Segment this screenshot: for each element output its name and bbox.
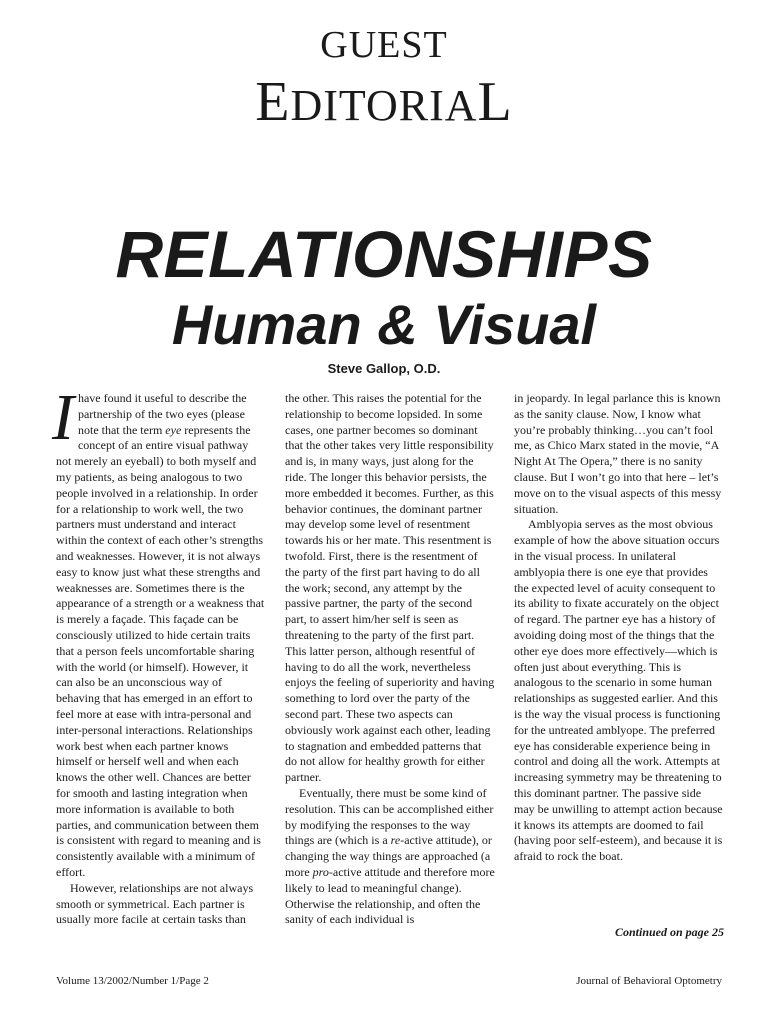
text-column-3 bbox=[514, 391, 724, 865]
text-run: represents the concept of an entire visual pathway not merely an eyeball) to both myself and my patients, as being analogous to two people involved in a relationship. In order for a relationship to work well, the two partners must understand and interact within the context of each other’s strengths and weaknesses. However, it is not always easy to know just what these strengths and weaknesses are. Sometimes there is the appearance of a strength or a weakness that is merely a façade. This façade can be consciously utilized to hide certain traits that a person feels uncomfortable sharing with the world (or himself). However, it can also be an unconscious way of behaving that has emerged in an effort to feel more at ease with intra-personal and inter-personal interactions. Relationships work best when each partner knows himself or herself well and when each knows the other well. Chances are better for smooth and lasting integration when more information is available to both parties, and communication between them is consistent with regard to meaning and is consistently available with a minimum of effort. bbox=[56, 422, 265, 879]
text-column-2 bbox=[285, 391, 495, 928]
continued-note: Continued on page 25 bbox=[614, 925, 724, 939]
header-editorial bbox=[0, 71, 768, 134]
article-title: RELATIONSHIPS bbox=[115, 217, 653, 291]
text-column-1 bbox=[52, 381, 266, 928]
paragraph: Amblyopia serves as the most obvious example of how the above situation occurs in the visual process. In unilateral amblyopia there is one eye that provides the expected level of acuity consequent to its ability to fixate accurately on the object of regard. The partner eye has a history of avoiding doing most of the things that the other eye does more effectively—which is often just about everything. This is analogous to the scenario in some human relationships as suggested earlier. And this is the way the visual process is functioning for the untreated amblyope. The preferred eye has considerable experience being in control and doing all the work. Attempts at increasing symmetry may be threatening to this dominant partner. The passive side may be unwilling to attempt action because it knows its attempts are doomed to fail (having poor self-esteem), and because it is afraid to rock the boat. bbox=[514, 517, 723, 864]
editorial-cap-first: E bbox=[255, 71, 291, 133]
paragraph: the other. This raises the potential for the relationship to become lopsided. In some cases, one partner becomes so dominant that the other takes very little responsibility and is, in many ways, just along for the ride. The longer this behavior persists, the more embedded it becomes. Further, as this behavior continues, the dominant partner may develop some level of resentment towards his or her mate. This resentment is twofold. First, there is the resentment of the party of the first part having to do all the work; second, any attempt by the passive partner, the party of the second part, to assert him/her self is seen as threatening to the party of the first part. This latter person, although resentful of having to do all the work, nevertheless enjoys the feeling of superiority and having something to lord over the party of the second part. These two aspects can obviously work against each other, leading to stagnation and embedded patterns that do not allow for healthy growth for either partner. bbox=[285, 391, 495, 785]
author-byline: Steve Gallop, O.D. bbox=[327, 361, 441, 376]
editorial-mid: DITORIA bbox=[290, 81, 478, 130]
text-run: -active attitude), or changing the way things are approached (a more bbox=[285, 833, 492, 879]
text-run: have found it useful to describe the partnership of the two eyes (please note that the term bbox=[77, 391, 247, 437]
editorial-cap-last: L bbox=[477, 71, 513, 133]
drop-cap: I bbox=[52, 381, 74, 454]
emphasis-re: re bbox=[390, 833, 401, 848]
text-run: -active attitude and therefore more likely to lead to meaningful change). Otherwise the relationship, and often the sanity of each individual is bbox=[285, 864, 495, 927]
emphasis-pro: pro bbox=[312, 864, 329, 879]
text-run: Eventually, there must be some kind of resolution. This can be accomplished either by modifying the responses to the way things are (which is a bbox=[285, 785, 494, 848]
footer-volume: Volume 13/2002/Number 1/Page 2 bbox=[56, 975, 209, 987]
header-guest: GUEST bbox=[320, 24, 448, 66]
paragraph bbox=[285, 786, 495, 928]
emphasis-eye: eye bbox=[165, 422, 182, 437]
footer-journal: Journal of Behavioral Optometry bbox=[576, 975, 722, 987]
paragraph: in jeopardy. In legal parlance this is known as the sanity clause. Now, I know what you’re probably thinking…you can’t fool me, as Chico Marx stated in the movie, “A Night At The Opera,” there is no sanity clause. But I won’t go into that here – let’s move on to the visual aspects of this messy situation. bbox=[514, 391, 722, 516]
paragraph bbox=[52, 381, 266, 881]
article-subtitle: Human & Visual bbox=[171, 293, 597, 356]
paragraph: However, relationships are not always smooth or symmetrical. Each partner is usually more facile at certain tasks than bbox=[56, 880, 254, 927]
